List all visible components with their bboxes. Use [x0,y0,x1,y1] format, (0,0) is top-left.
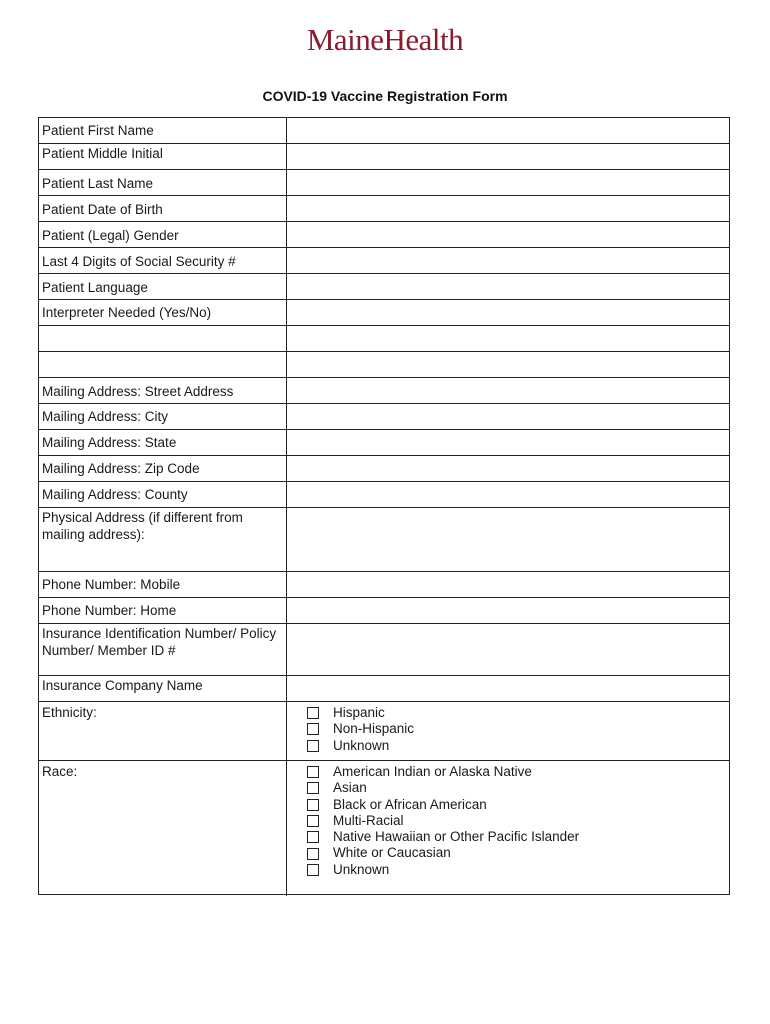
option-label: Unknown [333,861,390,877]
language-field[interactable] [287,274,729,299]
form-row-date-of-birth [39,196,729,222]
field-label: Phone Number: Home [39,598,287,623]
form-row-state [39,430,729,456]
field-label: Patient Language [39,274,287,299]
option-label: Asian [333,780,367,796]
physical-address-field[interactable] [287,508,729,571]
checkbox[interactable] [307,707,319,719]
form-row-phone-home [39,598,729,624]
form-row-first-name [39,118,729,144]
field-label: Patient Last Name [39,170,287,195]
field-label: Physical Address (if different from mailing address): [39,508,287,571]
option-label: Black or African American [333,796,487,812]
field-label: Last 4 Digits of Social Security # [39,248,287,273]
date-of-birth-field[interactable] [287,196,729,221]
field-label: Phone Number: Mobile [39,572,287,597]
middle-initial-field[interactable] [287,144,729,169]
field-label: Insurance Company Name [39,676,287,701]
field-label: Mailing Address: County [39,482,287,507]
form-row-interpreter [39,300,729,326]
gender-field[interactable] [287,222,729,247]
checkbox[interactable] [307,799,319,811]
city-field[interactable] [287,404,729,429]
form-row-phone-mobile [39,572,729,598]
race-option[interactable] [307,829,579,845]
checkbox[interactable] [307,815,319,827]
county-field[interactable] [287,482,729,507]
blank-field-1[interactable] [287,326,729,351]
logo: MaineHealth [306,22,464,57]
street-address-field[interactable] [287,378,729,403]
last-name-field[interactable] [287,170,729,195]
interpreter-field[interactable] [287,300,729,325]
field-label: Mailing Address: City [39,404,287,429]
insurance-company-field[interactable] [287,676,729,701]
insurance-id-field[interactable] [287,624,729,675]
field-label: Patient Date of Birth [39,196,287,221]
race-option[interactable] [307,845,579,861]
form-row-race [39,761,729,896]
option-label: Non-Hispanic [333,721,415,737]
form-row-city [39,404,729,430]
form-row-last-name [39,170,729,196]
form-row-blank-1 [39,326,729,352]
form-title: COVID-19 Vaccine Registration Form [262,88,508,104]
race-option[interactable] [307,813,579,829]
field-label: Race: [39,761,287,896]
race-options [307,764,579,878]
field-label: Mailing Address: Zip Code [39,456,287,481]
field-label: Ethnicity: [39,702,287,760]
field-label: Insurance Identification Number/ Policy Number/ Member ID # [39,624,287,675]
field-label [39,352,287,377]
phone-mobile-field[interactable] [287,572,729,597]
ethnicity-options [307,705,414,754]
zip-code-field[interactable] [287,456,729,481]
checkbox[interactable] [307,723,319,735]
field-label: Patient First Name [39,118,287,143]
form-row-insurance-id [39,624,729,676]
form-row-ssn-last4 [39,248,729,274]
ssn-last4-field[interactable] [287,248,729,273]
checkbox[interactable] [307,740,319,752]
field-label: Interpreter Needed (Yes/No) [39,300,287,325]
checkbox[interactable] [307,766,319,778]
option-label: Hispanic [333,705,385,720]
form-row-zip [39,456,729,482]
form-row-blank-2 [39,352,729,378]
ethnicity-option[interactable] [307,738,414,754]
option-label: Unknown [333,737,390,753]
field-label: Mailing Address: State [39,430,287,455]
field-label: Mailing Address: Street Address [39,378,287,403]
form-row-ethnicity [39,702,729,761]
option-label: Native Hawaiian or Other Pacific Islander [333,829,580,845]
race-option[interactable] [307,797,579,813]
checkbox[interactable] [307,831,319,843]
form-row-middle-initial [39,144,729,170]
checkbox[interactable] [307,848,319,860]
phone-home-field[interactable] [287,598,729,623]
form-row-physical-address [39,508,729,572]
field-label [39,326,287,351]
state-field[interactable] [287,430,729,455]
form-row-language [39,274,729,300]
race-option[interactable] [307,764,579,780]
field-label: Patient Middle Initial [39,144,287,169]
race-option[interactable] [307,862,579,878]
form-row-insurance-company [39,676,729,702]
option-label: White or Caucasian [333,845,451,861]
option-label: Multi-Racial [333,812,404,828]
first-name-field[interactable] [287,118,729,143]
form-row-county [39,482,729,508]
checkbox[interactable] [307,782,319,794]
form-row-gender [39,222,729,248]
race-option[interactable] [307,780,579,796]
ethnicity-option[interactable] [307,705,414,721]
checkbox[interactable] [307,864,319,876]
registration-form [38,117,730,895]
ethnicity-option[interactable] [307,721,414,737]
field-label: Patient (Legal) Gender [39,222,287,247]
option-label: American Indian or Alaska Native [333,764,532,779]
blank-field-2[interactable] [287,352,729,377]
form-row-street-address [39,378,729,404]
